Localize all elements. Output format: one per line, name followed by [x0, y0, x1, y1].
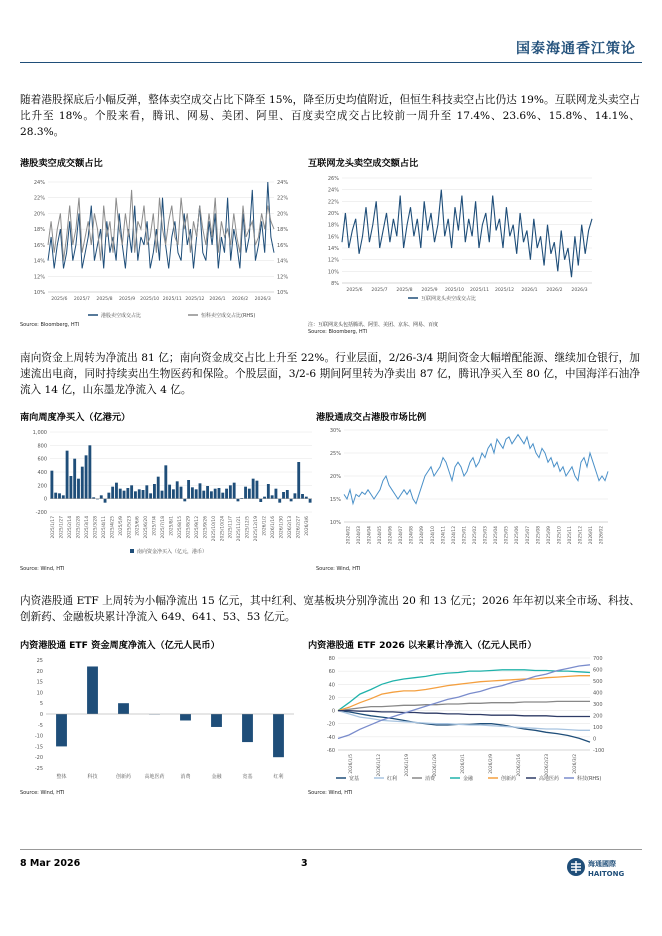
- x-tick-label: 2026/2: [546, 288, 563, 293]
- y2-tick-label: 18%: [277, 227, 289, 234]
- y2-tick-label: 300: [593, 702, 603, 708]
- bar: [123, 491, 126, 499]
- y-tick-label: 12%: [327, 257, 339, 264]
- chart6-title: 内资港股通 ETF 2026 以来累计净流入（亿元人民币）: [308, 640, 537, 651]
- x-tick-label: 2024/05: [377, 526, 383, 545]
- y2-tick-label: 400: [593, 690, 603, 697]
- legend-label: 金融: [463, 776, 474, 782]
- x-tick-label: 科技: [87, 774, 98, 780]
- y-tick-label: -25: [34, 766, 43, 772]
- bar: [157, 477, 160, 499]
- y-tick-label: 16%: [33, 242, 45, 249]
- y-tick-label: 22%: [327, 199, 339, 206]
- legend-label: 红利: [387, 776, 398, 782]
- x-tick-label: 2025/03: [483, 526, 489, 545]
- series-line-0: [48, 182, 274, 268]
- y-tick-label: 25: [36, 658, 43, 664]
- y-tick-label: -10: [34, 733, 43, 740]
- y-tick-label: -60: [326, 748, 335, 754]
- haitong-logo: [566, 856, 646, 884]
- series-line-0: [344, 435, 608, 504]
- y-tick-label: 40: [328, 682, 335, 689]
- y-tick-label: 20%: [327, 211, 339, 217]
- x-tick-label: 2025/12/19: [254, 516, 260, 542]
- footer-date: 8 Mar 2026: [20, 858, 81, 869]
- bar: [50, 471, 53, 499]
- x-tick-label: 2025/9/12: [194, 516, 200, 539]
- chart5-title: 内资港股通 ETF 资金周度净流入（亿元人民币）: [20, 640, 220, 651]
- paragraph-short-selling: 随着港股探底后小幅反弹，整体卖空成交占比下降至 15%，降至历史均值附近，但恒生科技卖空占比仍达 19%。互联网龙头卖空占比升至 18%。个股来看，腾讯、网易、美团、阿里、百度卖空成交占比较前一周升至 17.4%、23.6%、15.8%、14.1%、28.3%。: [20, 94, 640, 138]
- bar: [293, 493, 296, 498]
- bar: [85, 455, 88, 498]
- bar: [305, 497, 308, 499]
- bar: [126, 488, 129, 499]
- bar: [62, 495, 65, 498]
- bar: [145, 485, 148, 498]
- x-tick-label: 2025/11: [568, 526, 574, 545]
- x-tick-label: 2026/2/1: [461, 754, 466, 774]
- bar: [263, 497, 266, 499]
- y-tick-label: 80: [328, 656, 335, 662]
- x-tick-label: 2026/1/16: [270, 516, 276, 539]
- x-tick-label: 红利: [273, 774, 284, 780]
- x-tick-label: 2024/08: [409, 526, 415, 545]
- y-tick-label: 14%: [327, 246, 339, 252]
- x-tick-label: 2025/4/25: [110, 516, 116, 539]
- bar: [278, 499, 281, 503]
- y-tick-label: 10%: [327, 269, 339, 276]
- legend-label: 恒科卖空成交占比(RHS): [201, 313, 256, 319]
- bar: [180, 487, 183, 499]
- series-line-3: [338, 670, 590, 711]
- x-tick-label: 2024/06: [388, 526, 394, 545]
- logo-en-text: HAITONG: [588, 870, 625, 878]
- bar: [54, 493, 57, 499]
- series-line-5: [338, 711, 590, 717]
- y-tick-label: 14%: [33, 258, 45, 265]
- bar: [214, 489, 217, 499]
- x-tick-label: 2025/7/4: [152, 516, 158, 536]
- x-tick-label: 2025/01: [462, 526, 468, 545]
- y2-tick-label: 700: [593, 656, 603, 662]
- y-tick-label: 8%: [331, 281, 339, 287]
- x-tick-label: 2026/1/19: [405, 754, 410, 777]
- y-tick-label: 0: [39, 712, 43, 718]
- x-tick-label: 2025/07: [525, 526, 531, 545]
- y2-tick-label: 100: [593, 725, 603, 731]
- x-tick-label: 2026/01: [589, 526, 595, 545]
- x-tick-label: 2025/2/28: [76, 516, 82, 539]
- bar: [248, 489, 251, 499]
- x-tick-label: 2025/6: [51, 297, 68, 302]
- y-tick-label: 600: [37, 456, 47, 463]
- chart6-svg: [308, 652, 618, 786]
- chart2-svg: [308, 170, 608, 320]
- y-tick-label: 24%: [327, 187, 339, 194]
- x-tick-label: 2025/10: [444, 288, 465, 293]
- y-tick-label: 16%: [327, 234, 339, 241]
- bar: [259, 499, 262, 502]
- bar: [119, 489, 122, 499]
- y-tick-label: 200: [37, 483, 47, 490]
- y-tick-label: -20: [326, 721, 335, 728]
- bar: [237, 499, 240, 502]
- bar: [282, 492, 285, 499]
- logo-cn-text: 海通國際: [588, 860, 616, 868]
- bar: [153, 484, 156, 499]
- x-tick-label: 2024/04: [367, 526, 373, 545]
- x-tick-label: 2025/5/9: [118, 516, 124, 536]
- x-tick-label: 2025/05: [504, 526, 510, 545]
- bar: [104, 499, 107, 503]
- y-tick-label: 400: [37, 470, 47, 476]
- y2-tick-label: 14%: [277, 258, 289, 265]
- y-tick-label: 26%: [327, 176, 339, 182]
- x-tick-label: 2025/11/7: [228, 516, 234, 539]
- y-tick-label: 22%: [33, 195, 45, 202]
- x-tick-label: 2024/12: [451, 526, 457, 545]
- series-line-0: [338, 711, 590, 743]
- paragraph-southbound: 南向资金上周转为净流出 81 亿；南向资金成交占比上升至 22%。行业层面，2/26-3/4 期间资金大幅增配能源、继续加仓银行，加速流出电商，同时持续卖出生物医药和保险。个股层面，3/2-6 期间阿里转为净卖出 87 亿，腾讯净买入至 80 亿，中国海洋石油净流入 14 亿，山东墨龙净流入 4 亿。: [20, 352, 640, 396]
- bar: [244, 487, 247, 499]
- x-tick-label: 2026/2/13: [287, 516, 293, 539]
- bar: [142, 490, 145, 499]
- x-tick-label: 2025/7/18: [161, 516, 167, 539]
- bar: [309, 499, 312, 503]
- bar: [271, 495, 274, 498]
- bar: [187, 480, 190, 499]
- series-line-4: [338, 676, 590, 711]
- x-tick-label: 2025/9: [421, 288, 438, 293]
- y-tick-label: -15: [34, 744, 43, 751]
- bar: [88, 445, 91, 498]
- x-tick-label: 2024/07: [399, 526, 405, 545]
- x-tick-label: 2026/1/5: [349, 754, 354, 774]
- y2-tick-label: 12%: [277, 274, 289, 281]
- bar: [69, 476, 72, 499]
- y-tick-label: 1,000: [32, 430, 47, 436]
- y2-tick-label: 20%: [277, 211, 289, 218]
- y2-tick-label: 16%: [277, 242, 289, 249]
- y-tick-label: 18%: [33, 227, 45, 234]
- chart4-title: 港股通成交占港股市场比例: [316, 412, 427, 423]
- x-tick-label: 2025/4/11: [101, 516, 107, 539]
- x-tick-label: 2025/08: [536, 526, 542, 545]
- x-tick-label: 2026/1: [209, 297, 226, 302]
- x-tick-label: 2025/11: [469, 288, 490, 293]
- bar: [297, 462, 300, 499]
- bar: [202, 491, 205, 499]
- x-tick-label: 2025/6/6: [135, 516, 141, 536]
- y-tick-label: -20: [34, 755, 43, 762]
- chart5-source: Source: Wind, HTI: [20, 790, 65, 796]
- y-tick-label: 30%: [329, 428, 341, 434]
- series-line-2: [338, 701, 590, 710]
- x-tick-label: 2025/7: [371, 288, 388, 293]
- x-tick-label: 2025/6/20: [144, 516, 150, 539]
- y2-tick-label: 200: [593, 713, 603, 720]
- y-tick-label: 25%: [329, 451, 341, 457]
- bar: [290, 499, 293, 502]
- bar: [221, 493, 224, 499]
- chart1-svg: [20, 170, 300, 320]
- y2-tick-label: 500: [593, 679, 603, 685]
- x-tick-label: 金融: [211, 774, 222, 780]
- x-tick-label: 2024/09: [420, 526, 426, 545]
- bar: [176, 481, 179, 498]
- x-tick-label: 2025/12/5: [245, 516, 251, 539]
- legend-label: 宽基: [349, 776, 360, 782]
- x-tick-label: 2025/09: [546, 526, 552, 545]
- bar: [107, 493, 110, 499]
- bar: [199, 483, 202, 498]
- x-tick-label: 2025/02: [473, 526, 478, 545]
- bar: [56, 714, 67, 746]
- bar: [225, 489, 228, 499]
- chart2-title: 互联网龙头卖空成交额占比: [308, 158, 419, 169]
- report-header-title: 国泰海通香江策论: [516, 41, 636, 57]
- y-tick-label: 18%: [327, 222, 339, 229]
- x-tick-label: 2025/3/28: [93, 516, 99, 539]
- x-tick-label: 2025/8: [396, 288, 413, 293]
- x-tick-label: 2024/02: [346, 526, 352, 545]
- y-tick-label: 20: [36, 668, 43, 675]
- bar: [286, 490, 289, 499]
- y-tick-label: 12%: [33, 274, 45, 281]
- x-tick-label: 2026/3/2: [573, 754, 578, 774]
- bar: [168, 485, 171, 499]
- x-tick-label: 2025/11: [162, 297, 182, 302]
- bar: [161, 491, 164, 499]
- bar: [100, 495, 103, 498]
- x-tick-label: 2025/5/23: [127, 516, 133, 539]
- bar: [267, 484, 270, 499]
- chart1-title: 港股卖空成交额占比: [20, 158, 103, 169]
- x-tick-label: 2025/10: [557, 526, 563, 545]
- bar: [118, 703, 129, 714]
- bar: [210, 491, 213, 498]
- x-tick-label: 2025/04: [494, 526, 500, 545]
- x-tick-label: 2026/2/23: [545, 754, 550, 777]
- y-tick-label: 60: [328, 669, 335, 676]
- x-tick-label: 2025/1/17: [51, 516, 57, 539]
- x-tick-label: 2026/02: [599, 526, 605, 545]
- bar: [229, 485, 232, 498]
- bar: [273, 714, 284, 757]
- x-tick-label: 2025/11/21: [237, 516, 243, 542]
- bar: [81, 467, 84, 499]
- bar: [87, 666, 98, 714]
- x-tick-label: 2025/8: [96, 297, 113, 302]
- x-tick-label: 2025/1/27: [59, 516, 65, 539]
- x-tick-label: 2026/1/26: [433, 754, 438, 777]
- x-tick-label: 整体: [56, 774, 67, 780]
- x-tick-label: 创新药: [115, 774, 132, 780]
- chart6-source: Source: Wind, HTI: [308, 790, 353, 796]
- x-tick-label: 2025/10: [140, 297, 160, 302]
- bar: [195, 489, 198, 498]
- legend-label: 互联网龙头卖空成交占比: [421, 296, 477, 302]
- y2-tick-label: -100: [593, 748, 605, 754]
- legend-label: 科技(RHS): [577, 776, 602, 782]
- legend-label: 南向资金净买入（亿元，港币）: [137, 549, 208, 555]
- bar: [211, 714, 222, 727]
- x-tick-label: 2025/06: [515, 526, 521, 545]
- x-tick-label: 2025/3/14: [85, 516, 91, 539]
- y2-tick-label: 24%: [277, 180, 289, 186]
- x-tick-label: 2025/8/1: [169, 516, 175, 536]
- chart5-svg: [20, 652, 300, 786]
- bar: [73, 459, 76, 499]
- y2-tick-label: 22%: [277, 195, 289, 202]
- x-tick-label: 2025/2/14: [68, 516, 74, 539]
- bar: [242, 714, 253, 742]
- bar: [130, 485, 133, 498]
- bar: [58, 493, 61, 498]
- x-tick-label: 2026/3: [571, 288, 588, 293]
- y-tick-label: 15%: [329, 497, 341, 503]
- paragraph-etf: 内资港股通 ETF 上周转为小幅净流出 15 亿元，其中红利、宽基板块分别净流出 20 和 13 亿元；2026 年年初以来全市场、科技、创新药、金融板块累计净流入 649、641、53、53 亿元。: [20, 595, 640, 623]
- y-tick-label: 800: [37, 443, 47, 450]
- bar: [134, 491, 137, 498]
- x-tick-label: 2026/1/30: [279, 516, 285, 539]
- bar: [180, 714, 191, 720]
- legend-label: 消费: [425, 776, 436, 782]
- bar: [218, 488, 221, 499]
- x-tick-label: 2025/6: [346, 288, 363, 293]
- y-tick-label: 5: [39, 701, 43, 708]
- y-tick-label: -40: [326, 734, 335, 741]
- bar: [115, 483, 118, 499]
- bar: [66, 451, 69, 499]
- chart2-source: Source: Bloomberg, HTI: [308, 329, 368, 335]
- y-tick-label: 15: [36, 679, 43, 686]
- legend-label: 港股卖空成交占比: [101, 313, 142, 319]
- x-tick-label: 高地医药: [144, 774, 165, 780]
- y-tick-label: 0: [43, 496, 47, 503]
- x-tick-label: 2026/1/12: [377, 754, 382, 777]
- x-tick-label: 2025/12: [185, 297, 205, 302]
- bar: [256, 481, 259, 499]
- x-tick-label: 2025/10/10: [211, 516, 217, 542]
- x-tick-label: 2026/2/27: [296, 516, 302, 539]
- x-tick-label: 2025/10/24: [220, 516, 226, 542]
- bar: [111, 487, 114, 499]
- header-divider: [20, 62, 642, 63]
- x-tick-label: 2026/1/2: [262, 516, 268, 536]
- bar: [138, 489, 141, 498]
- chart3-title: 南向周度净买入（亿港元）: [20, 412, 131, 423]
- y2-tick-label: 0: [593, 736, 597, 743]
- bar: [183, 499, 186, 502]
- x-tick-label: 2025/9: [119, 297, 136, 302]
- bar: [172, 489, 175, 498]
- y-tick-label: -5: [38, 722, 43, 729]
- legend-label: 高地医药: [539, 776, 560, 782]
- x-tick-label: 2024/03: [356, 526, 362, 545]
- legend-swatch: [130, 549, 134, 553]
- bar: [252, 479, 255, 499]
- y-tick-label: 10%: [329, 520, 341, 526]
- x-tick-label: 2026/2: [232, 297, 249, 302]
- chart4-svg: [316, 424, 616, 564]
- y-tick-label: 10%: [33, 290, 45, 296]
- y-tick-label: 20%: [33, 211, 45, 218]
- x-tick-label: 2025/12: [494, 288, 515, 293]
- chart2-note: 注：互联网龙头包括腾讯、阿里、美团、京东、网易、百度: [308, 322, 439, 328]
- chart3-source: Source: Wind, HTI: [20, 566, 65, 572]
- chart4-source: Source: Wind, HTI: [316, 566, 361, 572]
- x-tick-label: 2025/12: [578, 526, 584, 545]
- x-tick-label: 2025/7: [73, 297, 90, 302]
- x-tick-label: 宽基: [242, 774, 253, 780]
- x-tick-label: 消费: [180, 774, 191, 780]
- y2-tick-label: 10%: [277, 290, 289, 296]
- y-tick-label: 10: [36, 690, 43, 697]
- bar: [149, 493, 152, 498]
- x-tick-label: 2024/11: [441, 526, 447, 545]
- x-tick-label: 2026/3: [254, 297, 271, 302]
- y-tick-label: 20%: [329, 474, 341, 480]
- y-tick-label: 24%: [33, 180, 45, 186]
- x-tick-label: 2026/2/9: [489, 754, 494, 774]
- x-tick-label: 2025/9/26: [203, 516, 209, 539]
- bar: [191, 487, 194, 498]
- x-tick-label: 2026/2/16: [517, 754, 522, 777]
- x-tick-label: 2026/3/6: [304, 516, 310, 536]
- bar: [275, 489, 278, 499]
- y2-tick-label: 600: [593, 667, 603, 674]
- footer-divider: [20, 849, 642, 850]
- x-tick-label: 2025/8/29: [186, 516, 192, 539]
- x-tick-label: 2024/10: [430, 526, 436, 545]
- legend-label: 创新药: [501, 776, 517, 782]
- y-tick-label: 20: [328, 695, 335, 702]
- x-tick-label: 2026/1: [521, 288, 538, 293]
- bar: [233, 483, 236, 499]
- chart3-svg: [20, 424, 318, 564]
- y-tick-label: 0: [331, 708, 335, 715]
- bar: [164, 465, 167, 498]
- bar: [206, 486, 209, 499]
- y-tick-label: -200: [35, 510, 47, 516]
- page-number: 3: [301, 858, 308, 869]
- series-line-0: [342, 190, 592, 278]
- bar: [77, 479, 80, 499]
- chart1-source: Source: Bloomberg, HTI: [20, 322, 80, 328]
- bar: [301, 494, 304, 499]
- x-tick-label: 2025/8/15: [178, 516, 183, 539]
